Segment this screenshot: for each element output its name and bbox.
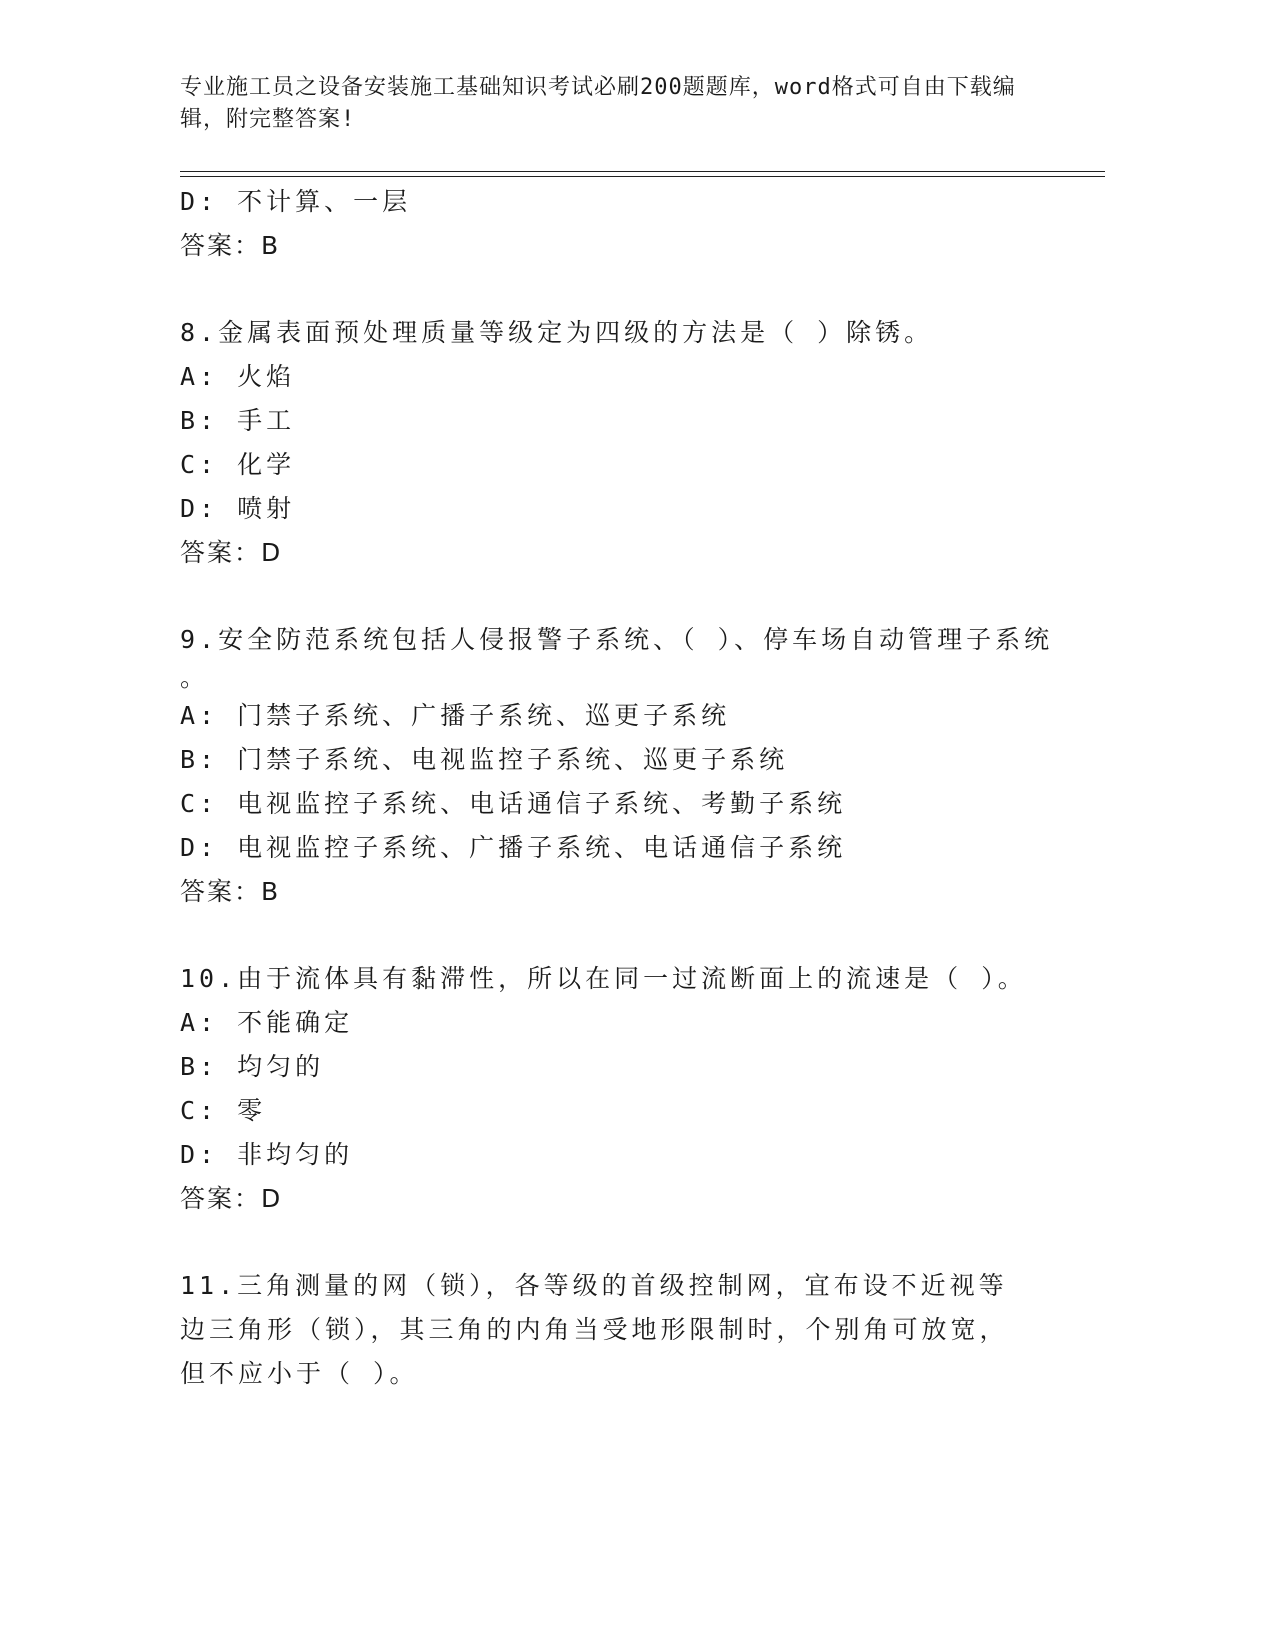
q9-answer: 答案：B — [180, 877, 281, 906]
q9-option-c: C: 电视监控子系统、电话通信子系统、考勤子系统 — [180, 789, 847, 818]
q10-option-a: A: 不能确定 — [180, 1008, 354, 1037]
q8-option-b: B: 手工 — [180, 406, 296, 435]
q10-option-d: D: 非均匀的 — [180, 1140, 354, 1169]
q7-option-d: D: 不计算、一层 — [180, 187, 412, 216]
question-list — [180, 180, 1080, 1396]
q9-option-a: A: 门禁子系统、广播子系统、巡更子系统 — [180, 701, 731, 730]
q10-option-c: C: 零 — [180, 1096, 267, 1125]
q10-option-b: B: 均匀的 — [180, 1052, 325, 1081]
q8-question: 8.金属表面预处理质量等级定为四级的方法是（ ）除锈。 — [180, 318, 934, 347]
page-header: 专业施工员之设备安装施工基础知识考试必刷200题题库，word格式可自由下载编辑，附完整答案! — [180, 75, 1016, 132]
header-rule-top — [180, 171, 1105, 172]
q8-option-d: D: 喷射 — [180, 494, 296, 523]
q10-question: 10.由于流体具有黏滞性，所以在同一过流断面上的流速是（ ）。 — [180, 964, 1027, 993]
q7-answer: 答案：B — [180, 231, 281, 260]
q8-answer: 答案：D — [180, 538, 283, 567]
q8-option-a: A: 火焰 — [180, 362, 296, 391]
header-rule-bottom — [180, 176, 1105, 177]
q9-question: 9.安全防范系统包括人侵报警子系统、（ ）、停车场自动管理子系统 — [180, 625, 1054, 654]
q9-option-b: B: 门禁子系统、电视监控子系统、巡更子系统 — [180, 745, 789, 774]
q9-option-d: D: 电视监控子系统、广播子系统、电话通信子系统 — [180, 833, 847, 862]
q10-answer: 答案：D — [180, 1184, 283, 1213]
q11-question: 11.三角测量的网（锁），各等级的首级控制网，宜布设不近视等边三角形（锁），其三角的内角当受地形限制时，个别角可放宽，但不应小于（ ）。 — [180, 1271, 1009, 1388]
q9-question-tail: 。 — [180, 663, 206, 692]
q8-option-c: C: 化学 — [180, 450, 296, 479]
